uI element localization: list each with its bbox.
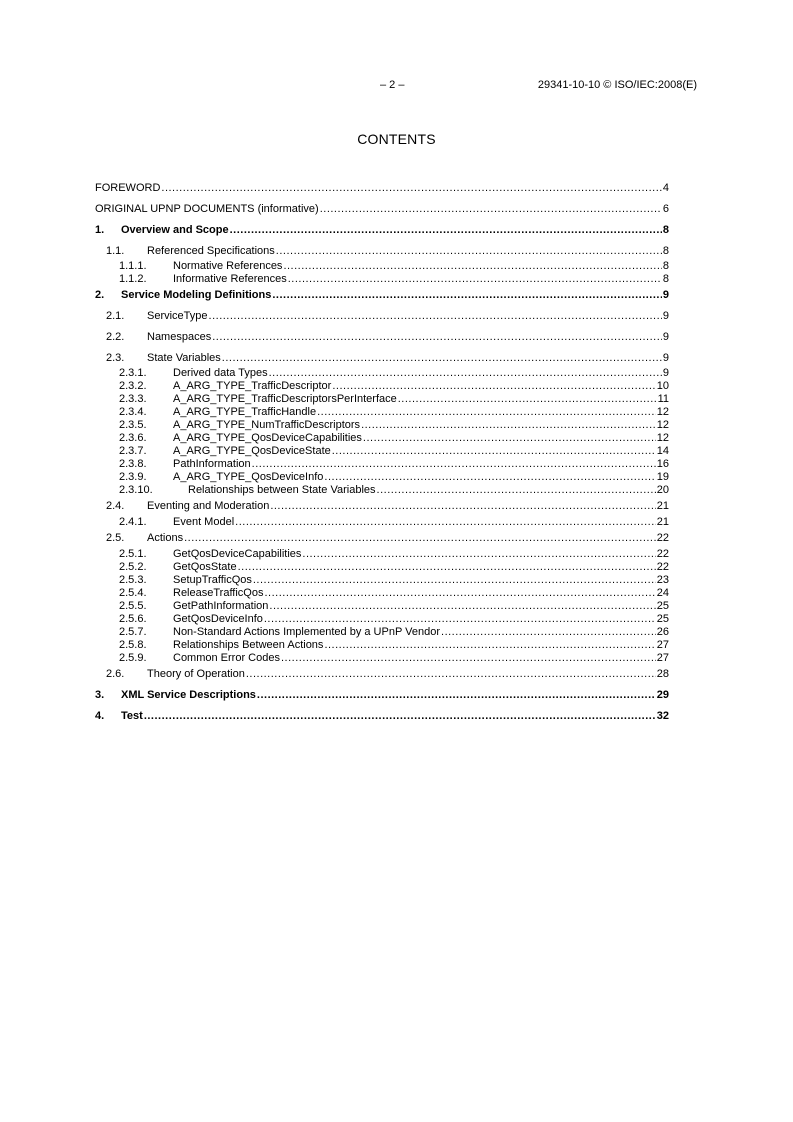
dot-leader — [377, 484, 656, 497]
toc-entry-page: 16 — [656, 458, 669, 470]
toc-entry-title: FOREWORD — [95, 182, 161, 194]
dot-leader — [302, 548, 655, 561]
toc-entry[interactable] — [95, 710, 669, 723]
toc-entry-number: 2.5.9. — [119, 652, 147, 664]
toc-entry[interactable] — [95, 561, 669, 574]
toc-entry-number: 2.5.1. — [119, 548, 147, 560]
dot-leader — [238, 561, 656, 574]
toc-entry-title: A_ARG_TYPE_QosDeviceInfo — [173, 471, 324, 483]
dot-leader — [398, 393, 657, 406]
toc-entry-title: A_ARG_TYPE_NumTrafficDescriptors — [173, 419, 361, 431]
contents-title: CONTENTS — [357, 131, 436, 147]
toc-entry[interactable] — [95, 445, 669, 458]
toc-entry-title: GetPathInformation — [173, 600, 269, 612]
toc-entry[interactable] — [95, 419, 669, 432]
toc-entry-title: ReleaseTrafficQos — [173, 587, 264, 599]
dot-leader — [324, 471, 655, 484]
toc-entry-number: 2.6. — [106, 668, 125, 680]
toc-entry[interactable] — [95, 548, 669, 561]
toc-entry-number: 2.3.10. — [119, 484, 153, 496]
dot-leader — [246, 668, 656, 681]
toc-entry-page: 4 — [662, 182, 669, 194]
toc-entry-number: 2.5.4. — [119, 587, 147, 599]
toc-entry-title: Theory of Operation — [147, 668, 245, 680]
toc-entry-page: 19 — [656, 471, 669, 483]
toc-entry[interactable] — [95, 406, 669, 419]
dot-leader — [283, 260, 661, 273]
page-number: – 2 – — [380, 79, 405, 91]
toc-entry-number: 2.3.9. — [119, 471, 147, 483]
toc-entry-title: A_ARG_TYPE_QosDeviceCapabilities — [173, 432, 362, 444]
toc-entry-page: 9 — [662, 331, 669, 343]
dot-leader — [222, 352, 662, 365]
dot-leader — [320, 203, 662, 216]
toc-entry[interactable] — [95, 203, 669, 216]
toc-entry-title: Non-Standard Actions Implemented by a UPnP Vendor — [173, 626, 441, 638]
toc-entry-number: 2.5.5. — [119, 600, 147, 612]
dot-leader — [270, 500, 655, 513]
toc-entry-number: 1. — [95, 224, 105, 236]
dot-leader — [264, 613, 656, 626]
toc-entry-page: 12 — [656, 419, 669, 431]
dot-leader — [276, 245, 662, 258]
toc-entry-page: 9 — [662, 352, 669, 364]
toc-entry-page: 21 — [656, 500, 669, 512]
toc-entry[interactable] — [95, 613, 669, 626]
toc-entry-page: 25 — [656, 600, 669, 612]
toc-entry-number: 2.5.2. — [119, 561, 147, 573]
dot-leader — [257, 689, 656, 702]
toc-entry-number: 2.3.5. — [119, 419, 147, 431]
toc-entry[interactable] — [95, 289, 669, 302]
dot-leader — [235, 516, 656, 529]
toc-entry-title: Derived data Types — [173, 367, 268, 379]
toc-entry-title: Namespaces — [147, 331, 212, 343]
toc-entry-number: 2.2. — [106, 331, 125, 343]
toc-entry-page: 24 — [656, 587, 669, 599]
toc-entry-number: 1.1.1. — [119, 260, 147, 272]
toc-entry-title: Common Error Codes — [173, 652, 280, 664]
toc-entry-title: Relationships Between Actions — [173, 639, 324, 651]
toc-entry-page: 22 — [656, 548, 669, 560]
toc-entry[interactable] — [95, 310, 669, 323]
dot-leader — [212, 331, 662, 344]
toc-entry-title: ServiceType — [147, 310, 208, 322]
toc-entry-title: A_ARG_TYPE_QosDeviceState — [173, 445, 331, 457]
toc-entry-number: 2.3.2. — [119, 380, 147, 392]
toc-entry[interactable] — [95, 182, 669, 195]
toc-entry-number: 2.4.1. — [119, 516, 147, 528]
toc-entry[interactable] — [95, 380, 669, 393]
toc-entry-number: 2.3.1. — [119, 367, 147, 379]
toc-entry[interactable] — [95, 532, 669, 545]
dot-leader — [184, 532, 656, 545]
toc-entry[interactable] — [95, 432, 669, 445]
toc-entry-title: SetupTrafficQos — [173, 574, 252, 586]
dot-leader — [332, 445, 656, 458]
toc-entry-title: Eventing and Moderation — [147, 500, 270, 512]
toc-entry-page: 22 — [656, 561, 669, 573]
dot-leader — [363, 432, 656, 445]
toc-entry-number: 4. — [95, 710, 105, 722]
dot-leader — [144, 710, 656, 723]
toc-entry-title: Overview and Scope — [121, 224, 229, 236]
toc-entry-page: 8 — [662, 273, 669, 285]
toc-entry[interactable] — [95, 458, 669, 471]
toc-entry-page: 22 — [656, 532, 669, 544]
toc-entry-number: 3. — [95, 689, 105, 701]
dot-leader — [324, 639, 655, 652]
toc-entry-number: 2.5.8. — [119, 639, 147, 651]
toc-entry-title: GetQosDeviceInfo — [173, 613, 263, 625]
dot-leader — [269, 367, 662, 380]
dot-leader — [230, 224, 662, 237]
toc-entry-page: 28 — [656, 668, 669, 680]
toc-entry[interactable] — [95, 224, 669, 237]
toc-entry-number: 2.5.3. — [119, 574, 147, 586]
toc-entry-number: 1.1.2. — [119, 273, 147, 285]
toc-entry-page: 27 — [656, 652, 669, 664]
dot-leader — [281, 652, 656, 665]
toc-entry[interactable] — [95, 574, 669, 587]
toc-entry-page: 26 — [656, 626, 669, 638]
toc-entry[interactable] — [95, 639, 669, 652]
toc-entry-number: 2.5.7. — [119, 626, 147, 638]
toc-entry-number: 2.4. — [106, 500, 125, 512]
toc-entry-title: Test — [121, 710, 143, 722]
toc-entry-title: Relationships between State Variables — [188, 484, 376, 496]
toc-entry-number: 2.3.8. — [119, 458, 147, 470]
toc-entry-page: 10 — [656, 380, 669, 392]
toc-entry-page: 29 — [656, 689, 669, 701]
toc-entry-number: 2.3. — [106, 352, 125, 364]
toc-entry-number: 2.3.3. — [119, 393, 147, 405]
dot-leader — [332, 380, 655, 393]
page-header — [0, 79, 793, 93]
toc-entry[interactable] — [95, 626, 669, 639]
toc-entry[interactable] — [95, 367, 669, 380]
toc-entry-number: 2.3.6. — [119, 432, 147, 444]
table-of-contents — [95, 182, 669, 723]
toc-entry-title: Referenced Specifications — [147, 245, 275, 257]
toc-entry[interactable] — [95, 652, 669, 665]
toc-entry-page: 25 — [656, 613, 669, 625]
toc-entry-number: 2.5.6. — [119, 613, 147, 625]
toc-entry-page: 14 — [656, 445, 669, 457]
toc-entry-number: 2.5. — [106, 532, 125, 544]
toc-entry-title: A_ARG_TYPE_TrafficHandle — [173, 406, 317, 418]
dot-leader — [317, 406, 656, 419]
dot-leader — [269, 600, 655, 613]
toc-entry-title: Normative References — [173, 260, 283, 272]
toc-entry-page: 23 — [656, 574, 669, 586]
toc-entry-title: Event Model — [173, 516, 235, 528]
toc-entry-title: A_ARG_TYPE_TrafficDescriptor — [173, 380, 332, 392]
dot-leader — [441, 626, 656, 639]
toc-entry-page: 9 — [662, 367, 669, 379]
toc-entry-number: 2.3.7. — [119, 445, 147, 457]
toc-entry-title: GetQosState — [173, 561, 237, 573]
dot-leader — [288, 273, 662, 286]
toc-entry[interactable] — [95, 516, 669, 529]
toc-entry-title: Informative References — [173, 273, 287, 285]
toc-entry-page: 12 — [656, 406, 669, 418]
toc-entry[interactable] — [95, 352, 669, 365]
toc-entry-page: 27 — [656, 639, 669, 651]
toc-entry[interactable] — [95, 260, 669, 273]
dot-leader — [161, 182, 661, 195]
toc-entry-page: 8 — [662, 224, 669, 236]
dot-leader — [264, 587, 655, 600]
toc-entry[interactable] — [95, 331, 669, 344]
toc-entry[interactable] — [95, 273, 669, 286]
toc-entry-page: 9 — [662, 289, 669, 301]
toc-entry-title: Actions — [147, 532, 184, 544]
toc-entry[interactable] — [95, 393, 669, 406]
dot-leader — [272, 289, 662, 302]
toc-entry-title: PathInformation — [173, 458, 251, 470]
dot-leader — [252, 458, 656, 471]
toc-entry-title: A_ARG_TYPE_TrafficDescriptorsPerInterface — [173, 393, 397, 405]
toc-entry-page: 21 — [656, 516, 669, 528]
toc-entry-page: 8 — [662, 245, 669, 257]
toc-entry-title: ORIGINAL UPNP DOCUMENTS (informative) — [95, 203, 319, 215]
toc-entry-page: 20 — [656, 484, 669, 496]
toc-entry-title: GetQosDeviceCapabilities — [173, 548, 302, 560]
toc-entry-page: 32 — [656, 710, 669, 722]
toc-entry[interactable] — [95, 689, 669, 702]
toc-entry[interactable] — [95, 500, 669, 513]
toc-entry-page: 8 — [662, 260, 669, 272]
toc-entry-number: 2.1. — [106, 310, 125, 322]
dot-leader — [361, 419, 656, 432]
toc-entry[interactable] — [95, 245, 669, 258]
toc-entry-title: Service Modeling Definitions — [121, 289, 272, 301]
toc-entry-number: 2.3.4. — [119, 406, 147, 418]
toc-entry[interactable] — [95, 668, 669, 681]
toc-entry-page: 9 — [662, 310, 669, 322]
toc-entry-title: State Variables — [147, 352, 221, 364]
toc-entry[interactable] — [95, 600, 669, 613]
document-id: 29341-10-10 © ISO/IEC:2008(E) — [537, 79, 697, 91]
toc-entry[interactable] — [95, 471, 669, 484]
dot-leader — [209, 310, 662, 323]
dot-leader — [253, 574, 656, 587]
toc-entry-page: 11 — [657, 393, 669, 405]
toc-entry[interactable] — [95, 484, 669, 497]
toc-entry-page: 12 — [656, 432, 669, 444]
toc-entry-page: 6 — [662, 203, 669, 215]
toc-entry-number: 2. — [95, 289, 105, 301]
toc-entry-title: XML Service Descriptions — [121, 689, 256, 701]
toc-entry[interactable] — [95, 587, 669, 600]
toc-entry-number: 1.1. — [106, 245, 125, 257]
